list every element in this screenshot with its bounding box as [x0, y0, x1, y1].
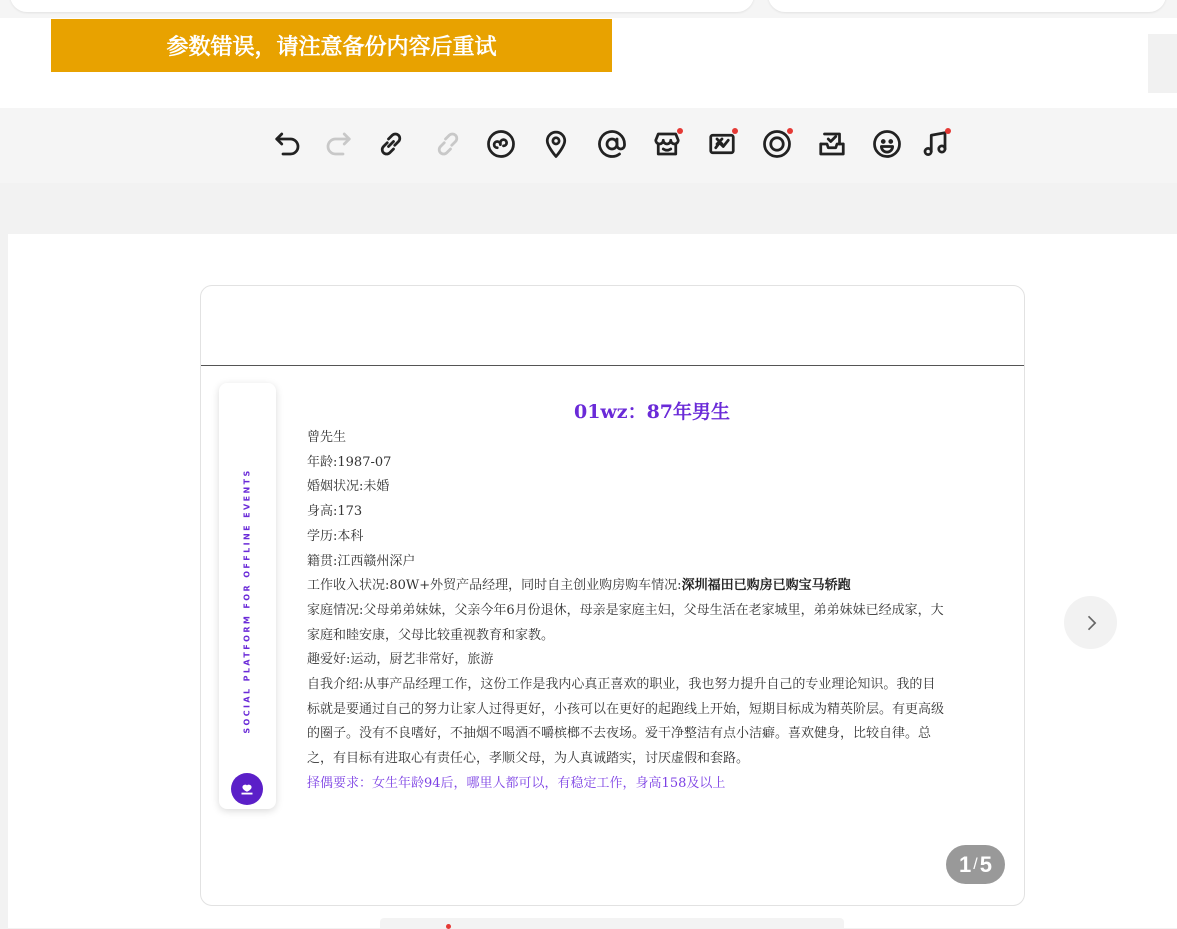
profile-line: 曾先生: [307, 430, 347, 445]
side-panel-tab[interactable]: [1148, 34, 1177, 93]
at-icon[interactable]: [594, 126, 630, 162]
channels-icon[interactable]: [759, 126, 795, 162]
image-text-icon[interactable]: [704, 126, 740, 162]
profile-line: 学历:本科: [307, 528, 364, 544]
profile-line: 籍贯:江西赣州深户: [307, 553, 416, 569]
work-prefix: 工作收入状况:80W+外贸产品经理，同时自主创业购房购车情况:: [307, 578, 682, 594]
profile-line: 年龄:1987-07: [307, 454, 392, 470]
undo-icon[interactable]: [270, 126, 306, 162]
author-input[interactable]: [768, 0, 1166, 12]
pager-total: 5: [979, 851, 992, 877]
redo-icon[interactable]: [320, 126, 356, 162]
profile-line: 身高:173: [307, 504, 363, 520]
spine-tagline: SOCIAL PLATFORM FOR OFFLINE EVENTS: [242, 468, 252, 734]
profile-content: [307, 398, 947, 797]
link-icon[interactable]: [373, 126, 409, 162]
family-paragraph: 家庭情况:父母弟弟妹妹，父亲今年6月份退休，母亲是家庭主妇，父母生活在老家城里，弟弟妹妹已经成家，大家庭和睦安康，父母比较重视教育和家教。: [307, 602, 944, 643]
music-badge-dot: [945, 128, 951, 134]
page-indicator: [946, 845, 1005, 884]
channels-badge-dot: [787, 128, 793, 134]
emoji-icon[interactable]: [869, 126, 905, 162]
hobby-line: 趣爱好:运动，厨艺非常好，旅游: [307, 652, 494, 668]
profile-line: 婚姻状况:未婚: [307, 479, 390, 495]
top-strip: [0, 0, 1177, 18]
store-badge-dot: [677, 128, 683, 134]
pager-separator: /: [973, 855, 978, 873]
error-banner: 参数错误，请注意备份内容后重试: [51, 19, 612, 72]
work-line: [307, 574, 947, 599]
profile-title: 01wz：87年男生: [573, 401, 731, 423]
next-slide-button[interactable]: [1064, 596, 1117, 649]
card-spine: [219, 383, 276, 809]
title-input[interactable]: [10, 0, 754, 12]
requirement-line: 择偶要求：女生年龄94后，哪里人都可以，有稳定工作，身高158及以上: [307, 775, 726, 791]
inbox-check-icon[interactable]: [814, 126, 850, 162]
location-icon[interactable]: [538, 126, 574, 162]
store-icon[interactable]: [649, 126, 685, 162]
brand-logo-icon: [231, 773, 263, 805]
music-icon[interactable]: [917, 126, 953, 162]
pager-current: 1: [959, 851, 972, 877]
bottom-badge-dot: [446, 924, 451, 929]
editor-toolbar: [0, 108, 1177, 183]
image-text-badge-dot: [732, 128, 738, 134]
work-highlight: 深圳福田已购房已购宝马轿跑: [681, 578, 851, 594]
chevron-right-icon: [1081, 613, 1101, 633]
mini-program-icon[interactable]: [483, 126, 519, 162]
card-divider: [201, 365, 1024, 366]
intro-paragraph: 自我介绍:从事产品经理工作，这份工作是我内心真正喜欢的职业，我也努力提升自己的专业理论知识。我的目标就是要通过自己的努力让家人过得更好，小孩可以在更好的起跑线上开始，短期目标成为精英阶层。有更高级的圈子。没有不良嗜好，不抽烟不喝酒不嚼槟榔不去夜场。爱干净整洁有点小洁癖。喜欢健身，比较自律。总之，有目标有进取心有责任心，孝顺父母，为人真诚踏实，讨厌虚假和套路。: [307, 677, 945, 767]
unlink-icon[interactable]: [430, 126, 466, 162]
